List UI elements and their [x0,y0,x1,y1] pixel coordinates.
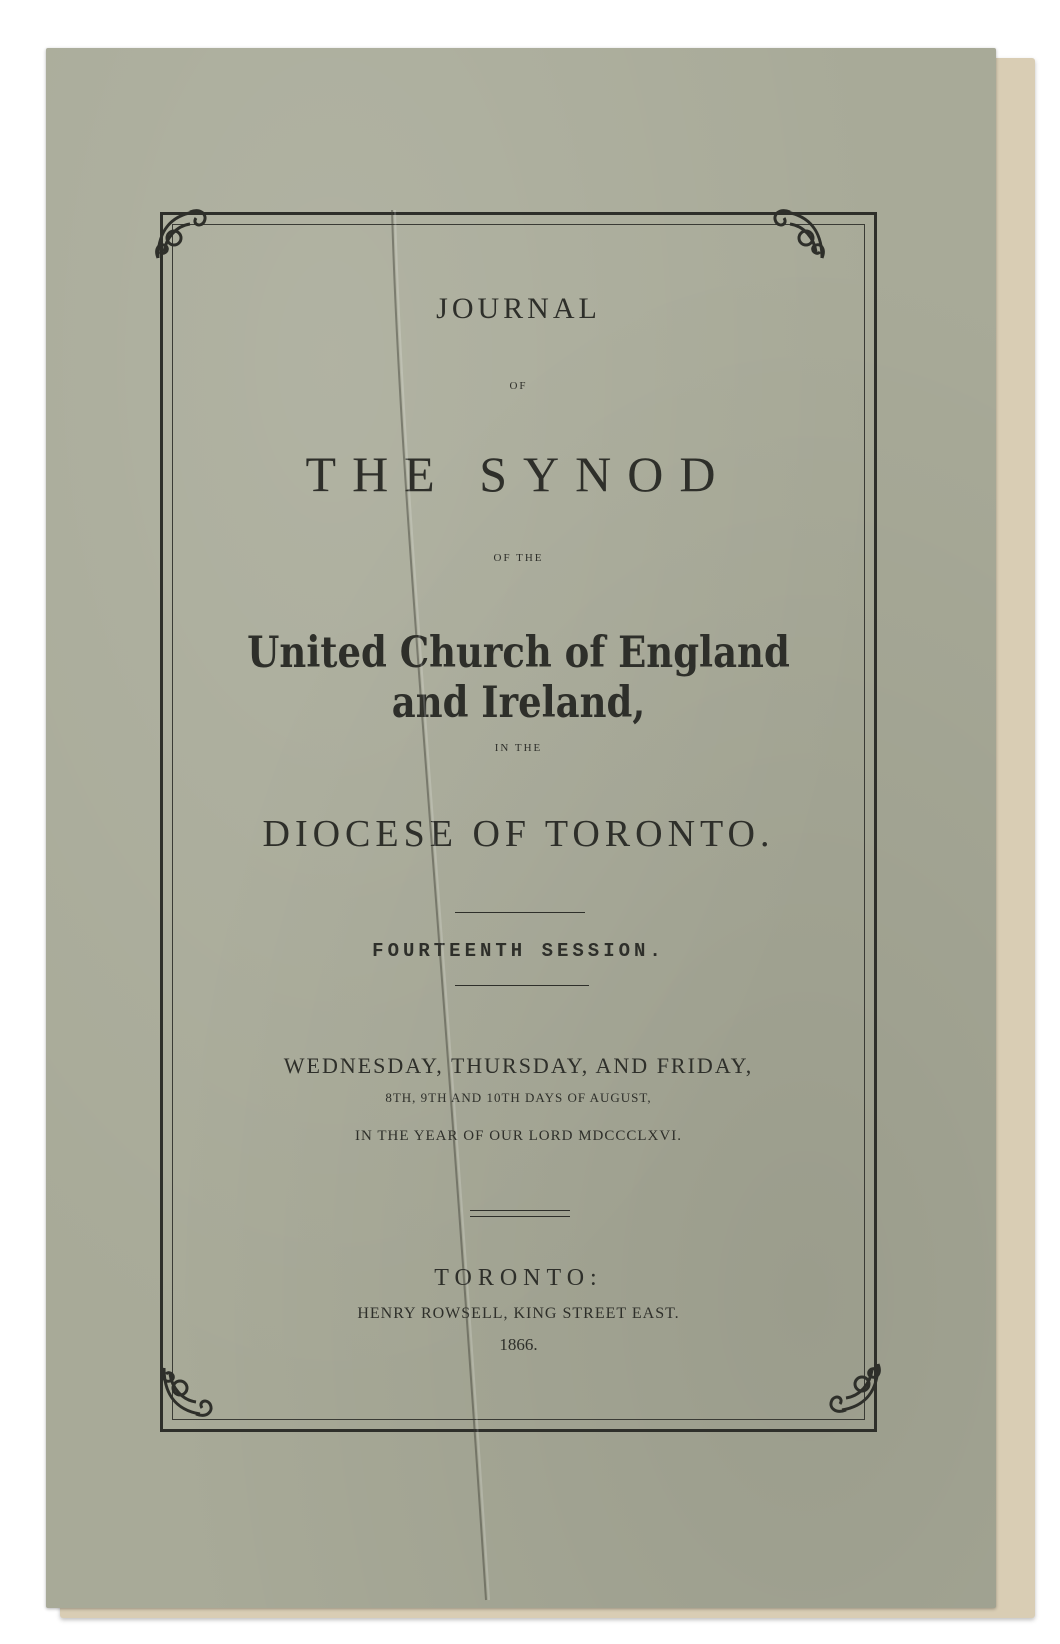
session-rule-bottom [455,985,589,986]
session-label: FOURTEENTH SESSION. [372,940,665,962]
session-days: WEDNESDAY, THURSDAY, AND FRIDAY, [283,1053,754,1078]
imprint-year: 1866. [499,1335,538,1354]
session-dates: 8TH, 9TH AND 10TH DAYS OF AUGUST, [385,1090,652,1105]
in-the-connector: IN THE [494,742,543,754]
session-rule-top [455,912,585,913]
bottom-left-fleuron-icon [156,1360,220,1424]
bottom-right-fleuron-icon [822,1356,886,1420]
session-year: IN THE YEAR OF OUR LORD MDCCCLXVI. [355,1128,682,1144]
top-right-fleuron-icon [766,202,830,266]
imprint-printer: HENRY ROWSELL, KING STREET EAST. [357,1305,680,1322]
diocese-title: DIOCESE OF TORONTO. [262,813,775,855]
top-left-fleuron-icon [150,202,214,266]
of-connector: OF [509,380,528,392]
imprint-rule-top [470,1210,570,1211]
church-name-blackletter: United Church of England and Ireland, [247,628,790,728]
imprint-rule-bottom [470,1216,570,1217]
journal-heading: JOURNAL [436,292,601,325]
of-the-connector: OF THE [493,552,544,564]
imprint-city: TORONTO: [434,1265,603,1291]
synod-title: THE SYNOD [305,446,732,502]
